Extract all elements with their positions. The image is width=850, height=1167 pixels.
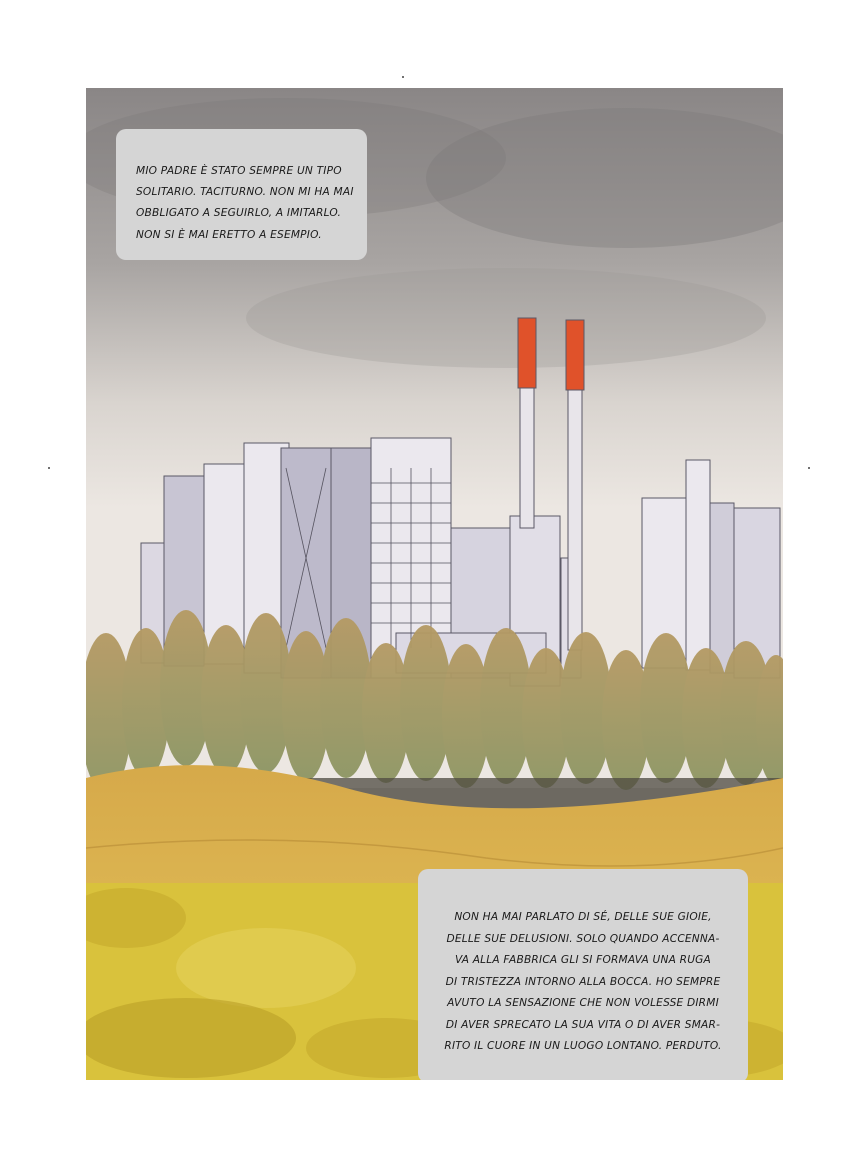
paper-speck bbox=[402, 76, 404, 78]
comic-panel bbox=[86, 88, 783, 1080]
cloud bbox=[246, 268, 766, 368]
caption-text-bottom: NON HA MAI PARLATO DI SÉ, DELLE SUE GIOIE, DELLE SUE DELUSIONI. SOLO QUANDO ACCENNA- VA ALLA FABBRICA GLI SI FORMAVA UNA RUGA DI TRISTEZZA INTORNO ALLA BOCCA. HO SEMPRE AVUTO LA SENSAZIONE CHE NON VOLESSE DIRMI DI AVER SPRECATO LA SUA VITA O DI AVER SMAR- RITO IL CUORE IN UN LUOGO LONTANO. PERDUTO. bbox=[444, 911, 722, 1052]
caption-text-top: MIO PADRE È STATO SEMPRE UN TIPO SOLITARIO. TACITURNO. NON MI HA MAI OBBLIGATO A SEGUIRLO, A IMITARLO. NON SI È MAI ERETTO A ESEMPIO. bbox=[136, 165, 354, 241]
caption-box-top bbox=[116, 129, 367, 260]
paper-speck bbox=[808, 467, 810, 469]
caption-box-bottom bbox=[418, 869, 748, 1080]
paper-speck bbox=[48, 467, 50, 469]
